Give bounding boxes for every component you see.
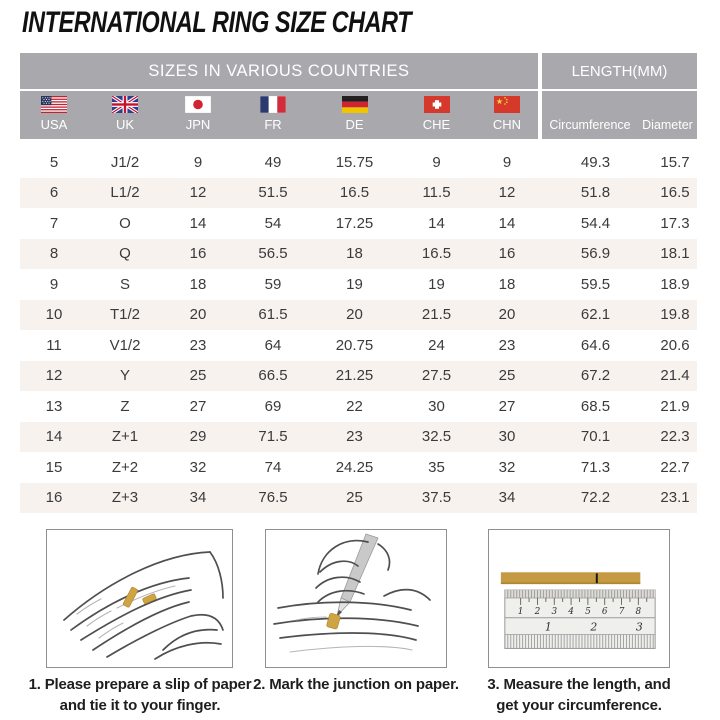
china-flag-icon <box>494 96 520 113</box>
table-cell: 30 <box>498 428 516 446</box>
caption-line: 3. Measure the length, and <box>487 676 671 693</box>
table-cell: 8 <box>49 245 59 263</box>
table-cell: 16.5 <box>660 184 690 202</box>
table-cell: 14 <box>45 428 63 446</box>
table-cell: 15.7 <box>660 153 690 171</box>
table-cell: 19 <box>428 275 445 293</box>
switzerland-flag-icon <box>424 96 450 113</box>
svg-text:3: 3 <box>635 620 643 634</box>
table-cell: 54 <box>264 214 282 232</box>
table-cell: 27.5 <box>421 367 452 385</box>
table-cell: T1/2 <box>109 306 140 324</box>
ruler-measuring-strip-icon <box>489 530 669 667</box>
table-cell: 49 <box>264 153 282 171</box>
svg-text:5: 5 <box>585 606 591 617</box>
table-cell: 18.9 <box>660 275 690 293</box>
germany-flag-icon <box>342 96 368 113</box>
uk-flag-icon <box>112 96 138 113</box>
table-cell: 15 <box>45 458 63 476</box>
table-cell: 21.25 <box>335 367 374 385</box>
table-cell: 67.2 <box>580 367 611 385</box>
table-cell: 30 <box>428 397 445 415</box>
table-cell: 34 <box>189 489 207 507</box>
hand-with-paper-strip-icon <box>47 530 232 667</box>
table-cell: 74 <box>264 458 282 476</box>
table-cell: 35 <box>428 458 445 476</box>
table-cell: 22.7 <box>660 458 690 476</box>
table-cell: O <box>119 214 131 232</box>
country-column-uk <box>88 91 162 139</box>
paper-strip <box>501 572 640 584</box>
country-column-che <box>397 91 476 139</box>
table-cell: 25 <box>189 367 207 385</box>
group-header-sizes <box>20 53 538 89</box>
table-cell: 18 <box>498 275 516 293</box>
table-cell: 25 <box>498 367 516 385</box>
table-cell: 20.75 <box>335 336 374 354</box>
table-cell: 5 <box>49 153 59 171</box>
country-code-label: DE <box>345 117 364 132</box>
svg-text:1: 1 <box>517 606 524 617</box>
country-code-label: CHE <box>422 117 451 132</box>
table-cell: 22 <box>346 397 363 415</box>
instruction-caption-3 <box>454 674 704 716</box>
table-cell: 66.5 <box>258 367 288 385</box>
usa-flag-icon <box>41 96 67 113</box>
table-cell: 15.75 <box>335 153 374 171</box>
group-header-length-label: LENGTH(MM) <box>571 62 668 80</box>
table-cell: 12 <box>498 184 516 202</box>
table-cell: 20 <box>346 306 363 324</box>
table-cell: 19.8 <box>660 306 690 324</box>
table-cell: 21.5 <box>421 306 452 324</box>
country-code-label: USA <box>40 117 68 132</box>
table-cell: Z+1 <box>111 428 139 446</box>
table-cell: 25 <box>346 489 363 507</box>
table-row <box>20 483 697 514</box>
table-cell: 68.5 <box>580 397 611 415</box>
table-cell: 18 <box>346 245 363 263</box>
table-cell: 76.5 <box>258 489 288 507</box>
table-cell: 29 <box>189 428 207 446</box>
table-cell: 9 <box>432 153 441 171</box>
table-cell: 49.3 <box>580 153 611 171</box>
country-column-de <box>312 91 397 139</box>
instruction-caption-2 <box>231 674 481 695</box>
table-cell: 20.6 <box>660 336 690 354</box>
page-title: INTERNATIONAL RING SIZE CHART <box>22 6 412 39</box>
instruction-image-3 <box>488 529 670 668</box>
table-cell: 27 <box>498 397 516 415</box>
table-row <box>20 269 697 300</box>
country-code-label: CHN <box>492 117 522 132</box>
table-cell: Z <box>120 397 130 415</box>
table-cell: 16.5 <box>421 245 452 263</box>
svg-text:7: 7 <box>618 606 625 617</box>
ruler <box>505 590 655 648</box>
caption-line: and tie it to your finger. <box>59 697 221 714</box>
table-cell: 61.5 <box>258 306 288 324</box>
svg-text:2: 2 <box>590 620 598 634</box>
table-cell: S <box>119 275 130 293</box>
table-cell: 71.3 <box>580 458 611 476</box>
country-header-row <box>20 91 538 139</box>
table-cell: 56.9 <box>580 245 611 263</box>
table-cell: 23 <box>346 428 363 446</box>
table-row <box>20 422 697 453</box>
table-row <box>20 178 697 209</box>
table-cell: Z+2 <box>111 458 139 476</box>
table-cell: 71.5 <box>258 428 288 446</box>
table-cell: 59 <box>264 275 282 293</box>
svg-text:2: 2 <box>534 606 541 617</box>
table-row <box>20 361 697 392</box>
table-cell: L1/2 <box>110 184 140 202</box>
table-row <box>20 391 697 422</box>
table-cell: 13 <box>45 397 63 415</box>
length-header-row <box>542 91 697 139</box>
instruction-image-1 <box>46 529 233 668</box>
table-row <box>20 147 697 178</box>
caption-line: 2. Mark the junction on paper. <box>253 676 459 693</box>
svg-text:4: 4 <box>568 606 574 617</box>
table-cell: 14 <box>498 214 516 232</box>
table-cell: 9 <box>502 153 512 171</box>
table-cell: 70.1 <box>580 428 611 446</box>
table-cell: 16.5 <box>339 184 370 202</box>
table-cell: 16 <box>498 245 516 263</box>
table-cell: 34 <box>498 489 516 507</box>
table-cell: 18 <box>189 275 207 293</box>
table-cell: 64.6 <box>580 336 611 354</box>
country-code-label: JPN <box>185 117 211 132</box>
table-cell: 32.5 <box>421 428 452 446</box>
table-cell: 23 <box>189 336 207 354</box>
table-cell: 24 <box>428 336 445 354</box>
france-flag-icon <box>260 96 286 113</box>
table-cell: 21.9 <box>660 397 690 415</box>
svg-text:6: 6 <box>601 606 608 617</box>
table-row <box>20 208 697 239</box>
table-cell: 72.2 <box>580 489 611 507</box>
table-cell: 11 <box>46 336 62 354</box>
diameter-column-label: Diameter <box>642 118 693 132</box>
country-column-chn <box>476 91 538 139</box>
table-cell: 14 <box>189 214 207 232</box>
table-cell: J1/2 <box>110 153 140 171</box>
table-cell: 23.1 <box>660 489 690 507</box>
table-cell: 9 <box>49 275 59 293</box>
table-cell: 12 <box>45 367 63 385</box>
table-cell: 21.4 <box>660 367 690 385</box>
table-cell: 23 <box>498 336 516 354</box>
svg-text:8: 8 <box>635 606 642 617</box>
table-row <box>20 452 697 483</box>
country-column-fr <box>234 91 312 139</box>
table-row <box>20 300 697 331</box>
table-cell: 16 <box>45 489 63 507</box>
pen-marking-finger-icon <box>266 530 446 667</box>
group-header-sizes-label: SIZES IN VARIOUS COUNTRIES <box>148 61 410 80</box>
table-cell: 12 <box>189 184 207 202</box>
instruction-image-2 <box>265 529 447 668</box>
japan-flag-icon <box>185 96 211 113</box>
table-cell: 51.5 <box>258 184 288 202</box>
caption-line: 1. Please prepare a slip of paper <box>28 676 252 693</box>
table-cell: 17.25 <box>335 214 374 232</box>
svg-text:1: 1 <box>544 620 552 634</box>
table-cell: Y <box>119 367 130 385</box>
table-cell: 17.3 <box>660 214 690 232</box>
group-header-length <box>542 53 697 89</box>
circumference-column-label: Circumference <box>549 118 631 132</box>
table-cell: 59.5 <box>580 275 611 293</box>
svg-text:3: 3 <box>551 606 558 617</box>
table-row <box>20 239 697 270</box>
table-cell: 7 <box>49 214 59 232</box>
table-cell: 32 <box>498 458 516 476</box>
table-cell: 27 <box>189 397 207 415</box>
table-cell: 32 <box>189 458 207 476</box>
table-cell: Z+3 <box>111 489 139 507</box>
table-cell: 37.5 <box>421 489 452 507</box>
table-cell: 11.5 <box>422 184 451 202</box>
table-cell: 69 <box>264 397 282 415</box>
table-cell: 54.4 <box>580 214 611 232</box>
caption-line: get your circumference. <box>496 697 662 714</box>
table-cell: 16 <box>189 245 207 263</box>
table-cell: 64 <box>264 336 282 354</box>
table-cell: 22.3 <box>660 428 690 446</box>
table-cell: 20 <box>498 306 516 324</box>
size-table-body <box>20 147 697 513</box>
table-cell: 19 <box>346 275 363 293</box>
table-cell: V1/2 <box>109 336 141 354</box>
instruction-caption-1 <box>15 674 265 716</box>
country-code-label: FR <box>264 117 282 132</box>
table-row <box>20 330 697 361</box>
country-column-usa <box>20 91 88 139</box>
country-column-jpn <box>162 91 234 139</box>
table-cell: 51.8 <box>580 184 611 202</box>
table-cell: 56.5 <box>258 245 288 263</box>
table-cell: 14 <box>428 214 445 232</box>
table-cell: Q <box>119 245 131 263</box>
table-cell: 62.1 <box>580 306 611 324</box>
table-cell: 9 <box>193 153 203 171</box>
table-cell: 18.1 <box>660 245 690 263</box>
table-cell: 24.25 <box>335 458 374 476</box>
country-code-label: UK <box>115 117 135 132</box>
table-cell: 6 <box>49 184 59 202</box>
table-cell: 20 <box>189 306 207 324</box>
table-cell: 10 <box>45 306 63 324</box>
